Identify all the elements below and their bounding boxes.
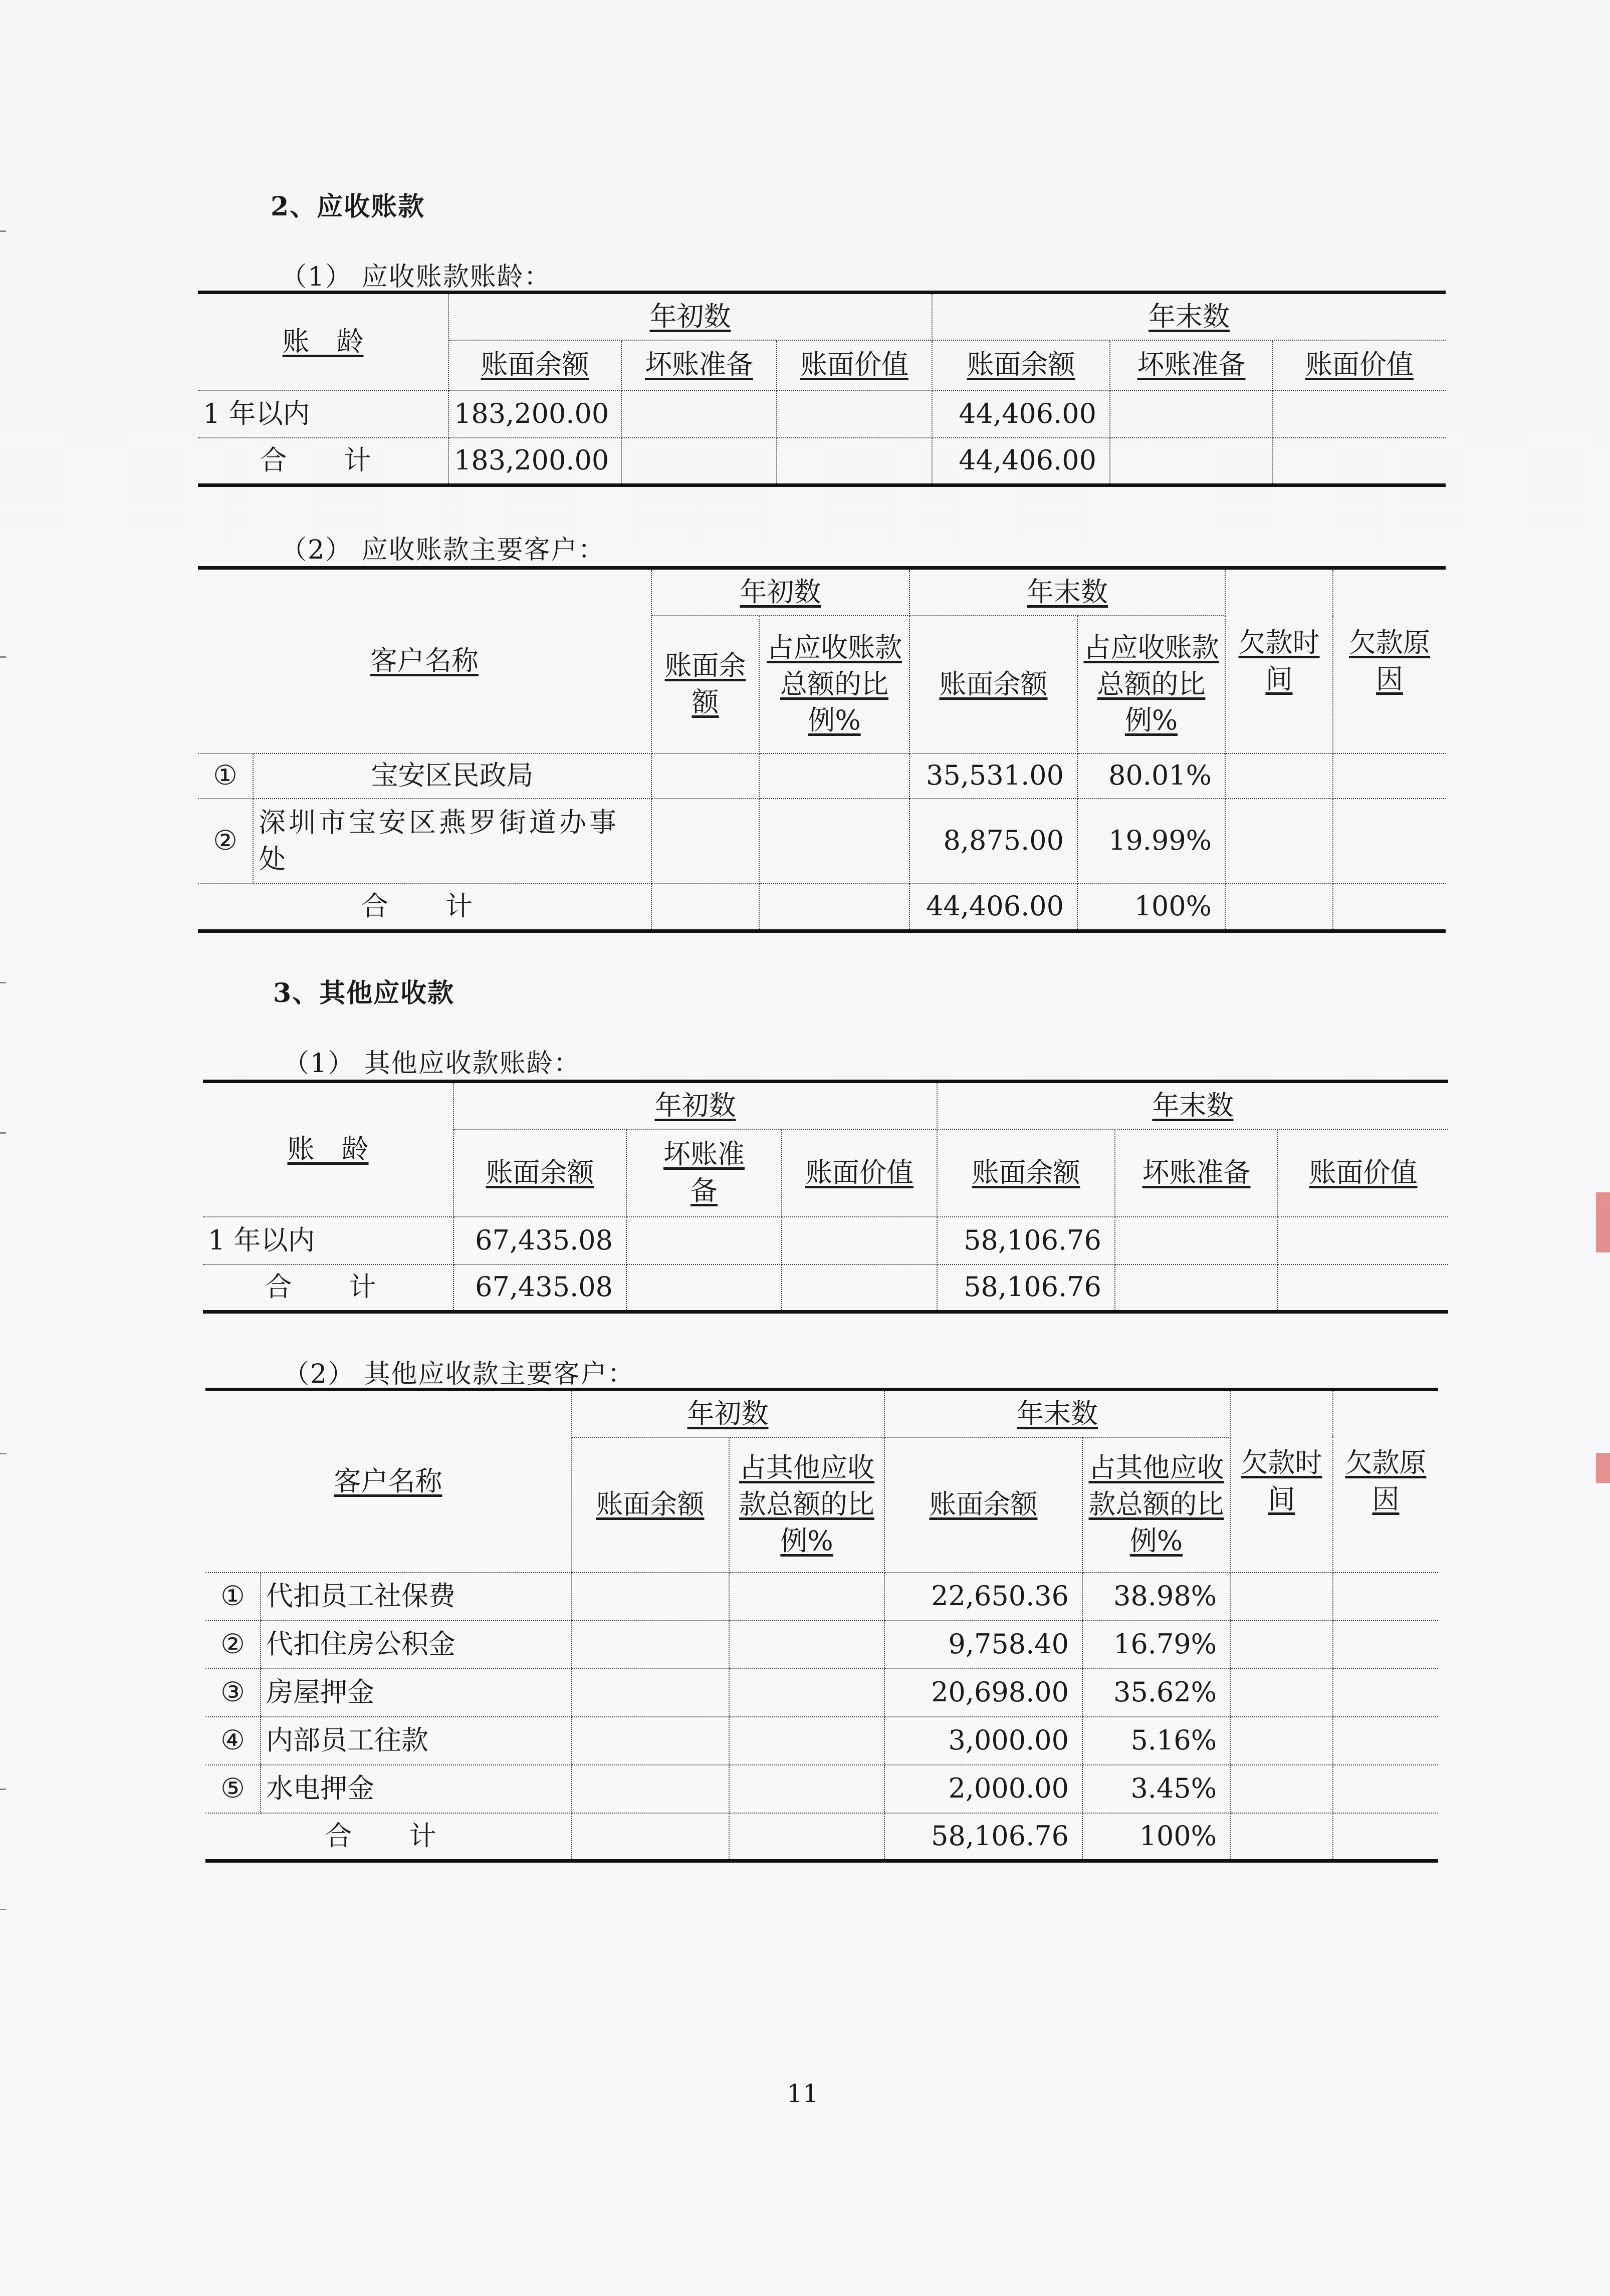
page-number: 11: [787, 2079, 819, 2108]
header-owing-reason: 欠款原因: [1345, 1447, 1427, 1515]
header-end: 年末数: [1017, 1397, 1098, 1429]
end-balance: 44,406.00: [932, 438, 1110, 485]
table-row: [205, 1573, 1438, 1621]
customer-name: 水电押金: [261, 1765, 571, 1813]
row-label: 合 计: [198, 438, 448, 485]
row-number: ②: [198, 799, 253, 884]
header-book-balance: 账面余额: [486, 1156, 594, 1188]
header-owing-time: 欠款时间: [1241, 1447, 1322, 1515]
end-balance: 58,106.76: [937, 1217, 1115, 1264]
table-row-total: [198, 884, 1446, 931]
total-label: 合 计: [205, 1813, 571, 1861]
header-age: 账 龄: [282, 325, 364, 357]
row-label: 合 计: [203, 1264, 453, 1312]
end-balance: 2,000.00: [884, 1765, 1082, 1813]
header-book-value: 账面价值: [1309, 1156, 1418, 1188]
header-end: 年末数: [1027, 576, 1108, 608]
end-ratio: 5.16%: [1082, 1717, 1230, 1765]
header-book-balance: 账面余额: [664, 650, 746, 718]
header-book-balance: 账面余额: [939, 668, 1048, 700]
header-book-balance: 账面余额: [929, 1488, 1038, 1520]
customer-name: 代扣住房公积金: [261, 1621, 571, 1669]
row-number: ①: [198, 753, 253, 799]
table-row: [198, 799, 1446, 884]
header-ratio: 占其他应收款总额的比例%: [1088, 1452, 1224, 1557]
header-customer: 客户名称: [370, 645, 479, 677]
header-bad-debt: 坏账准备: [663, 1138, 745, 1206]
table-other-customers: [205, 1388, 1438, 1863]
header-bad-debt: 坏账准备: [1142, 1156, 1251, 1188]
header-owing-time: 欠款时间: [1238, 626, 1320, 695]
begin-balance: 67,435.08: [453, 1264, 626, 1312]
table-row: [203, 1217, 1448, 1264]
end-balance: 58,106.76: [937, 1264, 1115, 1312]
total-label: 合 计: [198, 884, 651, 931]
table-row: [198, 390, 1446, 438]
customer-name: 代扣员工社保费: [261, 1573, 571, 1621]
table-other-aging: [203, 1080, 1448, 1314]
end-ratio: 19.99%: [1077, 799, 1225, 884]
header-book-balance: 账面余额: [967, 349, 1075, 381]
header-end: 年末数: [1148, 300, 1230, 332]
end-balance: 35,531.00: [909, 753, 1077, 799]
end-ratio: 100%: [1082, 1813, 1230, 1861]
header-book-value: 账面价值: [800, 349, 908, 381]
table-row: [205, 1621, 1438, 1669]
end-ratio: 100%: [1077, 884, 1225, 931]
begin-balance: 67,435.08: [453, 1217, 626, 1264]
table-row: [205, 1717, 1438, 1765]
header-begin: 年初数: [687, 1397, 769, 1429]
table-row: [205, 1765, 1438, 1813]
customer-name: 宝安区民政局: [253, 753, 651, 799]
table-row-total: [205, 1813, 1438, 1861]
header-book-value: 账面价值: [1305, 349, 1414, 381]
row-label: 1 年以内: [203, 1217, 453, 1264]
customer-name: 房屋押金: [261, 1669, 571, 1717]
end-ratio: 16.79%: [1082, 1621, 1230, 1669]
header-age: 账 龄: [287, 1133, 369, 1165]
header-book-balance: 账面余额: [596, 1488, 705, 1520]
end-balance: 20,698.00: [884, 1669, 1082, 1717]
row-number: ⑤: [205, 1765, 261, 1813]
begin-balance: 183,200.00: [448, 438, 621, 485]
row-number: ③: [205, 1669, 261, 1717]
header-bad-debt: 坏账准备: [645, 349, 753, 381]
header-book-balance: 账面余额: [972, 1156, 1080, 1188]
row-label: 1 年以内: [198, 390, 448, 438]
header-ratio: 占其他应收款总额的比例%: [739, 1452, 874, 1557]
end-balance: 3,000.00: [884, 1717, 1082, 1765]
table-receivables-customers: [198, 566, 1446, 933]
seal-stamp-edge: [1596, 1192, 1610, 1252]
end-ratio: 35.62%: [1082, 1669, 1230, 1717]
section-title-other-receivables: 3、其他应收款: [273, 978, 455, 1008]
end-balance: 8,875.00: [909, 799, 1077, 884]
end-balance: 9,758.40: [884, 1621, 1082, 1669]
table-row: [205, 1669, 1438, 1717]
table-row-total: [203, 1264, 1448, 1312]
header-owing-reason: 欠款原因: [1349, 626, 1430, 695]
section-title-receivables: 2、应收账款: [271, 191, 425, 222]
customer-name: 内部员工往款: [261, 1717, 571, 1765]
header-begin: 年初数: [740, 576, 821, 608]
caption-receivables-customers: （2） 应收账款主要客户：: [281, 535, 605, 565]
row-number: ②: [205, 1621, 261, 1669]
caption-other-customers: （2） 其他应收款主要客户：: [283, 1359, 635, 1389]
end-balance: 22,650.36: [884, 1573, 1082, 1621]
end-ratio: 38.98%: [1082, 1573, 1230, 1621]
header-begin: 年初数: [649, 300, 731, 332]
header-bad-debt: 坏账准备: [1137, 349, 1246, 381]
end-ratio: 3.45%: [1082, 1765, 1230, 1813]
header-ratio: 占应收账款总额的比例%: [767, 631, 902, 736]
caption-receivables-aging: （1） 应收账款账龄：: [281, 262, 551, 292]
header-begin: 年初数: [654, 1089, 736, 1121]
end-balance: 44,406.00: [932, 390, 1110, 438]
table-row: [198, 753, 1446, 799]
row-number: ④: [205, 1717, 261, 1765]
end-balance: 58,106.76: [884, 1813, 1082, 1861]
end-balance: 44,406.00: [909, 884, 1077, 931]
begin-balance: 183,200.00: [448, 390, 621, 438]
header-end: 年末数: [1152, 1089, 1234, 1121]
seal-stamp-edge-2: [1596, 1453, 1610, 1483]
caption-other-aging: （1） 其他应收款账龄：: [283, 1049, 581, 1079]
header-customer: 客户名称: [334, 1465, 442, 1497]
header-book-balance: 账面余额: [481, 349, 589, 381]
header-book-value: 账面价值: [805, 1156, 913, 1188]
header-ratio: 占应收账款总额的比例%: [1083, 631, 1219, 736]
table-receivables-aging: [198, 291, 1446, 487]
table-row-total: [198, 438, 1446, 485]
row-number: ①: [205, 1573, 261, 1621]
end-ratio: 80.01%: [1077, 753, 1225, 799]
customer-name: 深圳市宝安区燕罗街道办事处: [253, 799, 651, 884]
